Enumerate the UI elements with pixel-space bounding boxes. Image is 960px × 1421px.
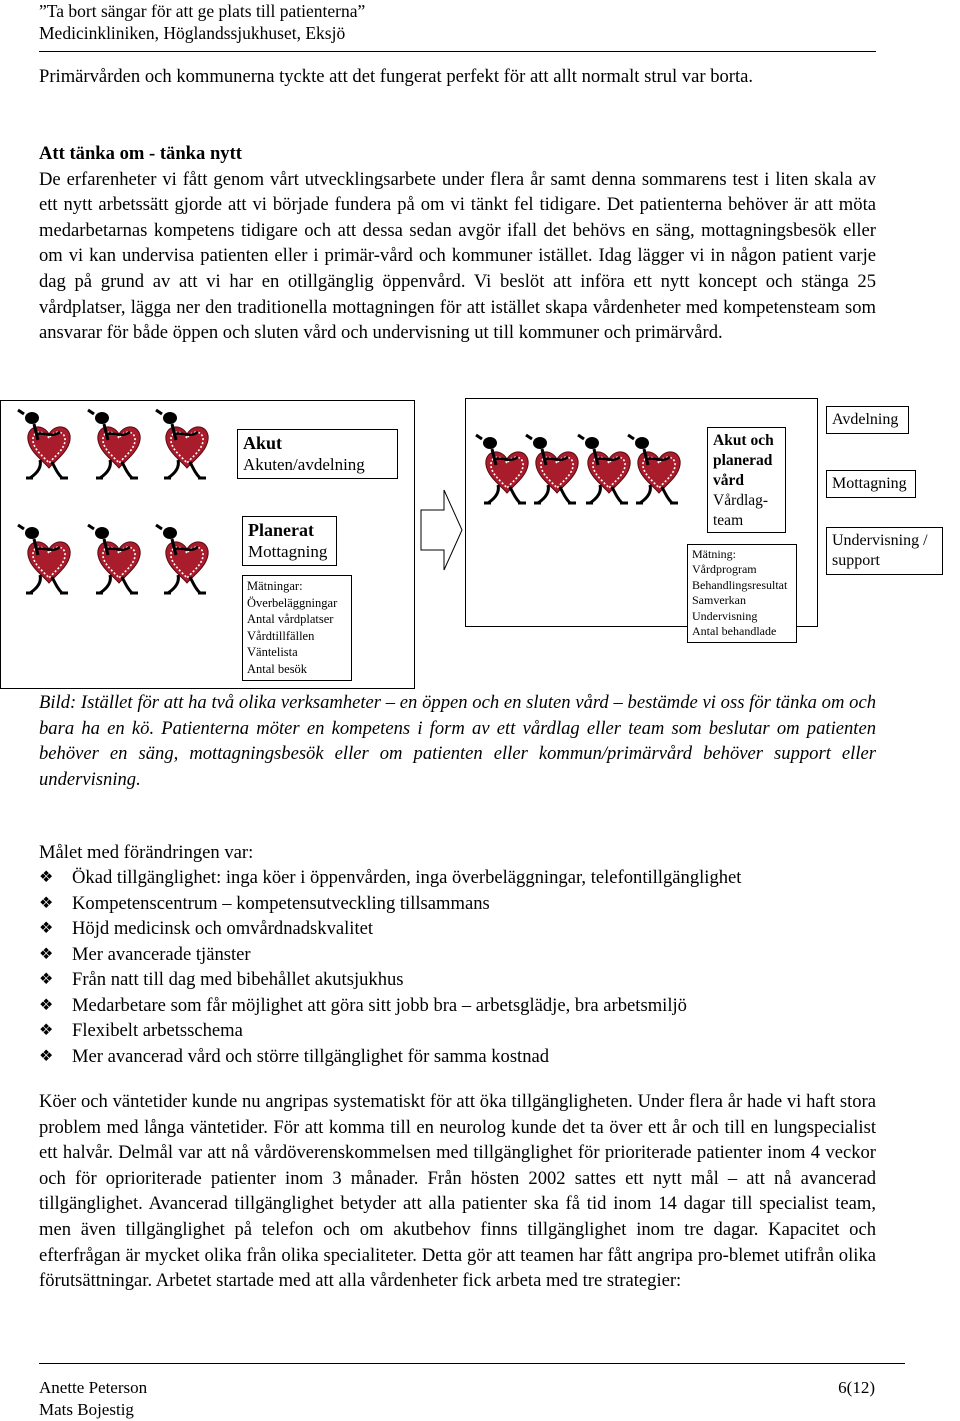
goal-text: Medarbetare som får möjlighet att göra sitt jobb bra – arbetsglädje, bra arbetsmiljö <box>72 994 687 1016</box>
tag-education-line: Undervisning / <box>832 532 928 549</box>
combined-care-box <box>707 427 786 533</box>
list-item <box>39 993 741 1019</box>
right-measures-box <box>687 544 797 643</box>
tag-ward: Avdelning <box>826 406 909 434</box>
diamond-bullet-icon: ❖ <box>39 945 54 963</box>
left-measure-item: Antal besök <box>247 661 308 676</box>
patient-figure-icon <box>18 525 70 593</box>
diamond-bullet-icon: ❖ <box>39 1047 54 1065</box>
right-measures-title: Mätning: <box>692 547 736 561</box>
acute-box <box>237 429 398 479</box>
goal-text: Höjd medicinsk och omvårdnadskvalitet <box>72 918 374 939</box>
right-measure-item: Samverkan <box>692 593 746 608</box>
list-item <box>39 1044 741 1070</box>
intro-paragraph: Primärvården och kommunerna tyckte att det fungerat perfekt för att allt normalt strul var borta. <box>39 66 754 87</box>
diamond-bullet-icon: ❖ <box>39 894 54 912</box>
left-measures-box <box>242 575 352 681</box>
intro-paragraph-block <box>39 64 876 90</box>
list-item <box>39 891 741 917</box>
acute-sub: Akuten/avdelning <box>243 455 365 474</box>
goal-text: Från natt till dag med bibehållet akutsjukhus <box>72 969 404 990</box>
diagram-caption: Bild: Istället för att ha två olika verksamheter – en öppen och en sluten vård – bestämde vi oss för tänka om och bara ha en kö. Patienterna möter en kompetens i form av ett vårdlag eller team som beslutar om patienten behöver en säng, mottagningsbesök eller om patienten eller kommun/primärvård behöver support eller undervisning. <box>39 692 876 790</box>
patient-figure-icon <box>18 410 70 478</box>
list-item <box>39 865 741 891</box>
right-measure-item: Vårdprogram <box>692 562 757 577</box>
document-header <box>39 0 365 44</box>
header-rule <box>39 51 876 52</box>
combined-title: vård <box>713 472 744 489</box>
closing-block <box>39 1089 876 1294</box>
header-subtitle: Medicinkliniken, Höglandssjukhuset, Eksjö <box>39 23 346 43</box>
footer-author: Mats Bojestig <box>39 1400 134 1419</box>
footer-author: Anette Peterson <box>39 1378 148 1397</box>
patient-figure-icon <box>526 435 578 503</box>
diamond-bullet-icon: ❖ <box>39 869 54 886</box>
combined-title: planerad <box>713 452 773 469</box>
goal-text: Mer avancerade tjänster <box>72 943 251 965</box>
right-measure-item: Antal behandlade <box>692 624 777 639</box>
combined-title: Akut och <box>713 432 774 449</box>
right-measure-item: Behandlingsresultat <box>692 577 788 592</box>
patient-figure-icon <box>578 435 630 503</box>
patient-figure-icon <box>156 525 208 593</box>
goals-intro: Målet med förändringen var: <box>39 842 254 863</box>
goal-text: Kompetenscentrum – kompetensutveckling tillsammans <box>72 892 490 914</box>
patient-figure-icon <box>156 410 208 478</box>
header-title: ”Ta bort sängar för att ge plats till patienterna” <box>39 1 366 21</box>
diamond-bullet-icon: ❖ <box>39 920 54 937</box>
patient-figure-icon <box>628 435 680 503</box>
left-measure-item: Överbeläggningar <box>247 595 338 610</box>
closing-paragraph: Köer och väntetider kunde nu angripas systematiskt för att öka tillgängligheten. Under flera år hade vi haft stora problem med långa väntetider. För att komma till en neurolog kunde det ta över ett år och till en lungspecialist ett halvår. Delmål var att nå vårdöverenskommelsen med tillgänglighet för prioriterade patienter inom 4 veckor och för oprioriterade patienter inom 3 månader. Från hösten 2002 sattes ett nytt mål – att nå avancerad tillgänglighet. Avancerad tillgänglighet betyder att alla patienter ska få tid inom 14 dagar till specialist team, men även tillgänglighet på telefon och om akutbehov finns tillgänglighet inom tre dagar. Kapacitet och efterfrågan är mycket olika från olika specialiteter. Detta gör att teamen har fått angripa pro-blemet utifrån olika förutsättningar. Arbetet startade med att alla vårdenheter fick arbeta med tre strategier: <box>39 1091 876 1292</box>
list-item <box>39 967 741 993</box>
goal-text: Ökad tillgänglighet: inga köer i öppenvården, inga överbeläggningar, telefontillgänglighet <box>72 867 742 888</box>
section-block <box>39 141 876 346</box>
care-model-diagram <box>0 390 960 690</box>
planned-box <box>242 516 337 566</box>
list-item <box>39 942 741 968</box>
diamond-bullet-icon: ❖ <box>39 996 54 1014</box>
section-heading: Att tänka om - tänka nytt <box>39 143 242 164</box>
right-measure-item: Undervisning <box>692 608 758 623</box>
left-measures-title: Mätningar: <box>247 579 303 593</box>
left-measure-item: Vårdtillfällen <box>247 628 315 643</box>
block-arrow-icon <box>421 490 462 570</box>
page-number: 6(12) <box>838 1378 875 1397</box>
combined-sub: Vårdlag- <box>713 492 769 509</box>
tag-clinic: Mottagning <box>826 470 916 498</box>
combined-sub: team <box>713 512 744 529</box>
planned-title: Planerat <box>248 520 314 540</box>
diagram-graphics <box>0 390 960 690</box>
left-measure-item: Väntelista <box>247 645 298 660</box>
list-item <box>39 916 741 942</box>
acute-title: Akut <box>243 433 283 453</box>
tag-education-line: support <box>832 552 880 569</box>
goals-list <box>39 865 741 1069</box>
footer-authors <box>39 1377 147 1421</box>
section-paragraph: De erfarenheter vi fått genom vårt utvecklingsarbete under flera år samt denna sommarens test i liten skala av ett nytt arbetssätt gjorde att vi började fundera på om vi tänkt fel tidigare. Det patienterna behöver är att möta medarbetarnas kompetens tidigare och att dessa sedan avgör ifall det behövs en säng, mottagningsbesök eller om vi kan undervisa patienten eller i primär-vård och kommuner istället. Idag lägger vi in någon patient varje dag på grund av att vi har en otillgänglig öppenvård. Vi beslöt att införa ett nytt koncept och stänga 25 vårdplatser, lägga ner den traditionella mottagningen för att istället skapa vårdenheter med kompetensteam som ansvarar för både öppen och sluten vård och undervisning ut till kommuner och primärvård. <box>39 168 876 344</box>
patient-figure-icon <box>88 410 140 478</box>
goal-text: Mer avancerad vård och större tillgänglighet för samma kostnad <box>72 1045 550 1067</box>
tag-education <box>826 527 943 575</box>
planned-sub: Mottagning <box>248 542 328 561</box>
footer-rule <box>39 1363 905 1364</box>
diamond-bullet-icon: ❖ <box>39 1022 54 1039</box>
diamond-bullet-icon: ❖ <box>39 971 54 988</box>
patient-figure-icon <box>476 435 528 503</box>
goal-text: Flexibelt arbetsschema <box>72 1020 243 1041</box>
left-measure-item: Antal vårdplatser <box>247 612 334 627</box>
list-item <box>39 1018 741 1044</box>
patient-figure-icon <box>88 525 140 593</box>
